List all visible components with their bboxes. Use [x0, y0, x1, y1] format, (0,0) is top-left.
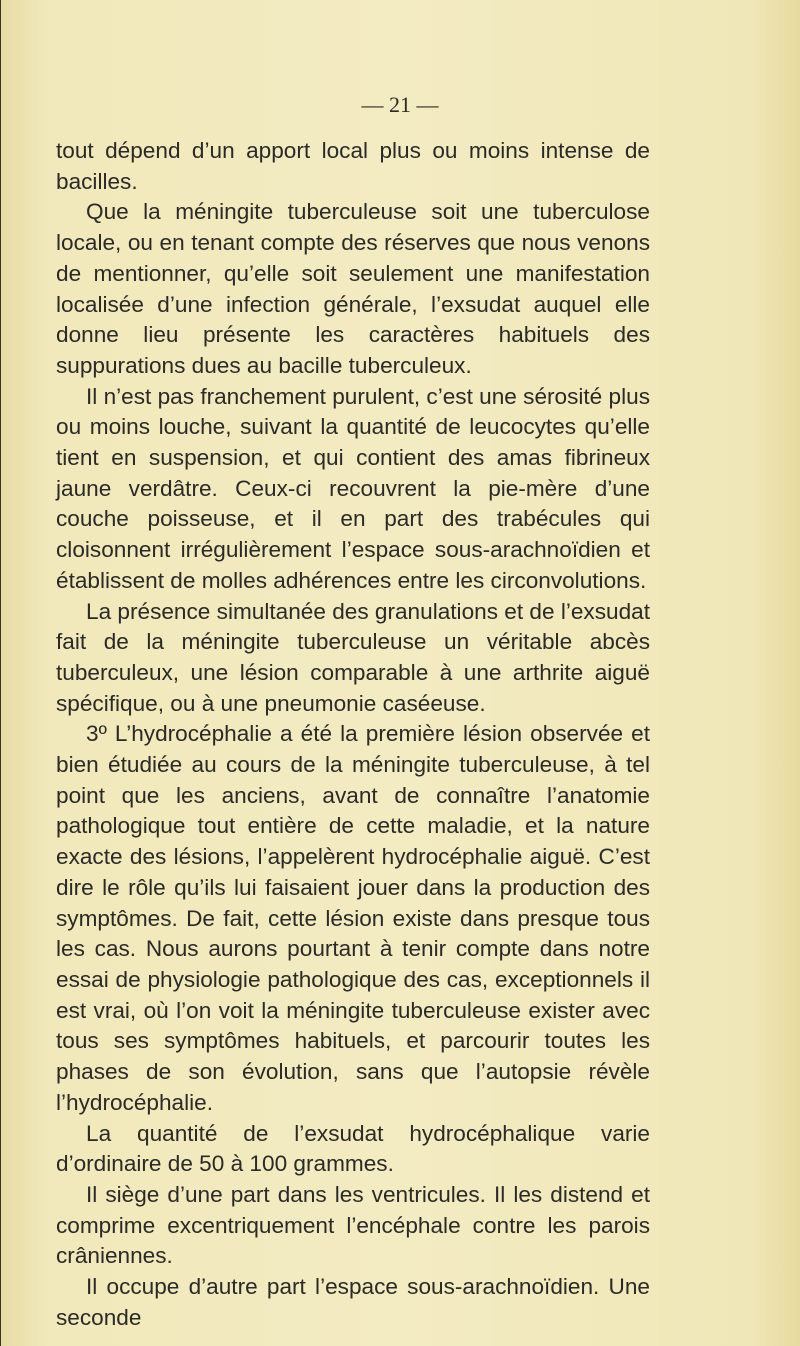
body-text	[56, 136, 650, 1333]
paragraph-exsudat-general: Que la méningite tuberculeuse soit une tuberculose locale, ou en tenant compte des réserves que nous venons de mentionner, qu’elle soit seulement une manifestation localisée d’une infection générale, l’exsudat auquel elle donne lieu présente les caractères habituels des suppurations dues au bacille tuberculeux.	[56, 199, 650, 378]
paragraph-ventricules: Il siège d’une part dans les ventricules. Il les distend et comprime excentriquement l’encéphale contre les parois crâniennes.	[56, 1181, 650, 1269]
paragraph-serosite: Il n’est pas franchement purulent, c’est une sérosité plus ou moins louche, suivant la quantité de leucocytes qu’elle tient en suspension, et qui contient des amas fibrineux jaune verdâtre. Ceux-ci recouvrent la pie-mère d’une couche poisseuse, et il en part des trabécules qui cloisonnent irrégulièrement l’espace sous-arachnoïdien et établissent de molles adhérences entre les circonvolutions.	[56, 383, 650, 593]
paragraph-continuation: tout dépend d’un apport local plus ou moins intense de bacilles.	[56, 138, 650, 194]
page-number: — 21 —	[361, 92, 439, 117]
page-edge-shadow	[0, 0, 1, 1346]
paragraph-hydrocephalie: 3º L’hydrocéphalie a été la première lésion observée et bien étudiée au cours de la méningite tuberculeuse, à tel point que les anciens, avant de connaître l’anatomie pathologique tout entière de cette maladie, et la nature exacte des lésions, l’appelèrent hydrocéphalie aiguë. C’est dire le rôle qu’ils lui faisaient jouer dans la production des symptômes. De fait, cette lésion existe dans presque tous les cas. Nous aurons pourtant à tenir compte dans notre essai de physiologie pathologique des cas, exceptionnels il est vrai, où l’on voit la méningite tuberculeuse exister avec tous ses symptômes habituels, et parcourir toutes les phases de son évolution, sans que l’autopsie révèle l’hydrocéphalie.	[56, 721, 650, 1115]
paragraph-abces: La présence simultanée des granulations et de l’exsudat fait de la méningite tuberculeuse un véritable abcès tuberculeux, une lésion comparable à une arthrite aiguë spécifique, ou à une pneumonie caséeuse.	[56, 598, 650, 716]
paragraph-sous-arachnoidien: Il occupe d’autre part l’espace sous-arachnoïdien. Une seconde	[56, 1274, 650, 1330]
paragraph-quantite: La quantité de l’exsudat hydrocéphalique varie d’ordinaire de 50 à 100 grammes.	[56, 1120, 650, 1177]
